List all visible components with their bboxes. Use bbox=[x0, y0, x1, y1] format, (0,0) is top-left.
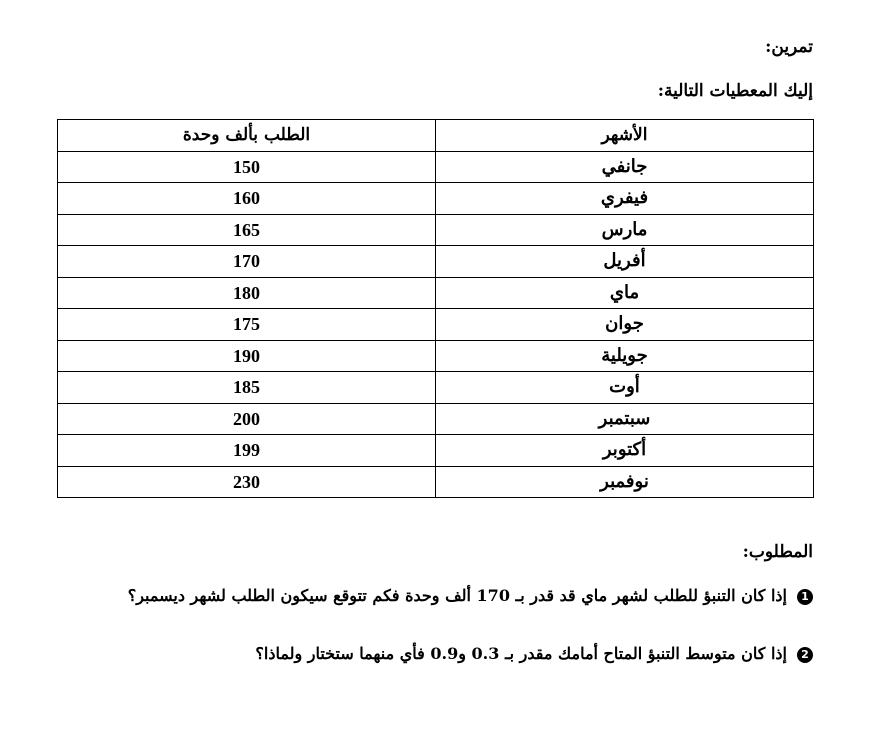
table-row bbox=[58, 403, 814, 435]
cell-month: أفريل bbox=[436, 246, 814, 278]
table-row bbox=[58, 309, 814, 341]
cell-demand: 165 bbox=[58, 214, 436, 246]
question-2 bbox=[107, 640, 813, 668]
header-month: الأشهر bbox=[436, 120, 814, 152]
table-row bbox=[58, 372, 814, 404]
cell-month: مارس bbox=[436, 214, 814, 246]
table-row bbox=[58, 151, 814, 183]
cell-month: أوت bbox=[436, 372, 814, 404]
table-row bbox=[58, 340, 814, 372]
cell-month: جوان bbox=[436, 309, 814, 341]
cell-demand: 190 bbox=[58, 340, 436, 372]
cell-month: فيفري bbox=[436, 183, 814, 215]
cell-demand: 180 bbox=[58, 277, 436, 309]
table-row bbox=[58, 277, 814, 309]
cell-month: أكتوبر bbox=[436, 435, 814, 467]
cell-demand: 230 bbox=[58, 466, 436, 498]
exercise-title: تمرين: bbox=[765, 37, 813, 57]
cell-demand: 170 bbox=[58, 246, 436, 278]
cell-demand: 160 bbox=[58, 183, 436, 215]
cell-demand: 185 bbox=[58, 372, 436, 404]
cell-month: جويلية bbox=[436, 340, 814, 372]
demand-table bbox=[57, 119, 814, 498]
table-row bbox=[58, 435, 814, 467]
cell-demand: 150 bbox=[58, 151, 436, 183]
question-number-badge: 1 bbox=[797, 589, 813, 605]
cell-demand: 199 bbox=[58, 435, 436, 467]
table-header-row bbox=[58, 120, 814, 152]
header-demand: الطلب بألف وحدة bbox=[58, 120, 436, 152]
required-title: المطلوب: bbox=[742, 542, 813, 562]
question-text: إذا كان التنبؤ للطلب لشهر ماي قد قدر بـ 170 ألف وحدة فكم تتوقع سيكون الطلب لشهر ديسمبر؟ bbox=[127, 586, 787, 605]
cell-month: سبتمبر bbox=[436, 403, 814, 435]
cell-demand: 175 bbox=[58, 309, 436, 341]
table-row bbox=[58, 246, 814, 278]
table-body bbox=[58, 151, 814, 498]
table-row bbox=[58, 466, 814, 498]
cell-demand: 200 bbox=[58, 403, 436, 435]
question-number-badge: 2 bbox=[797, 647, 813, 663]
intro-text: إليك المعطيات التالية: bbox=[657, 81, 813, 101]
table-row bbox=[58, 214, 814, 246]
question-text: إذا كان متوسط التنبؤ المتاح أمامك مقدر بـ 0.3 و0.9 فأي منهما ستختار ولماذا؟ bbox=[255, 644, 787, 663]
question-1 bbox=[107, 582, 813, 610]
table-row bbox=[58, 183, 814, 215]
cell-month: نوفمبر bbox=[436, 466, 814, 498]
cell-month: ماي bbox=[436, 277, 814, 309]
cell-month: جانفي bbox=[436, 151, 814, 183]
